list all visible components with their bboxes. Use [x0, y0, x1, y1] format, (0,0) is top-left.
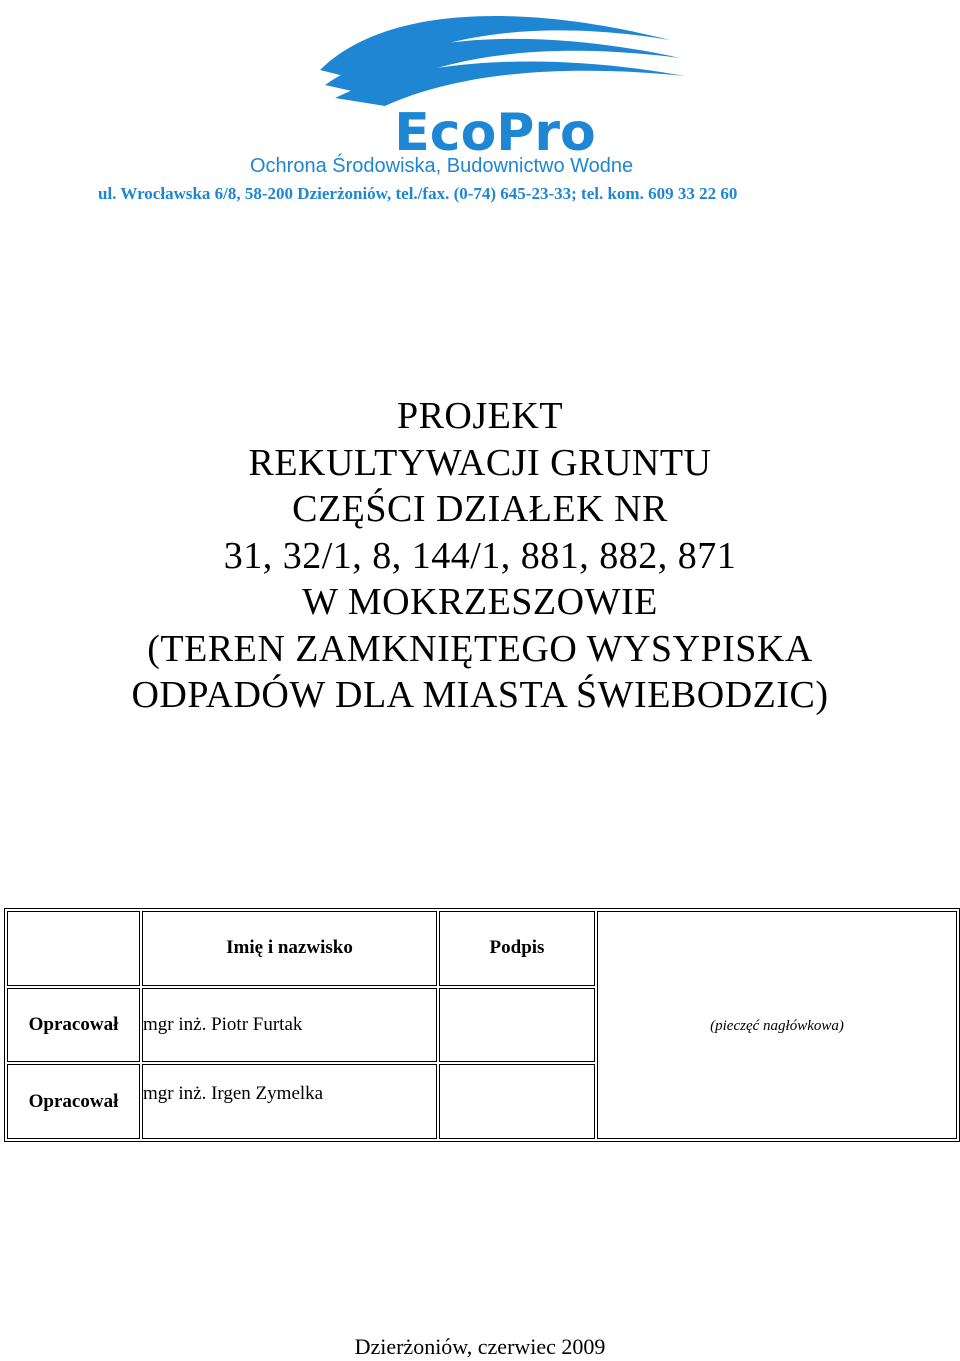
name-cell: mgr inż. Irgen Zymelka — [142, 1064, 437, 1139]
title-line: (TEREN ZAMKNIĘTEGO WYSYPISKA — [147, 627, 813, 670]
role-cell: Opracował — [7, 1064, 140, 1139]
title-line: PROJEKT — [396, 395, 564, 437]
title-line: REKULTYWACJI GRUNTU — [248, 441, 712, 484]
stamp-label: (pieczęć nagłówkowa) — [710, 1018, 844, 1034]
role-cell: Opracował — [7, 988, 140, 1063]
place-date: Dzierżoniów, czerwiec 2009 — [354, 1334, 606, 1359]
signature-cell — [439, 988, 595, 1063]
project-title — [0, 393, 960, 719]
header-name: Imię i nazwisko — [142, 911, 437, 986]
title-line: ODPADÓW DLA MIASTA ŚWIEBODZIC) — [131, 674, 829, 716]
signature-table — [4, 908, 960, 1142]
empty-header-cell — [7, 911, 140, 986]
signature-cell — [439, 1064, 595, 1139]
company-address: ul. Wrocławska 6/8, 58-200 Dzierżoniów, tel./fax. (0-74) 645-23-33; tel. kom. 609 33 22 60 — [98, 184, 738, 203]
ecopro-waves-logo — [300, 0, 700, 160]
title-line: 31, 32/1, 8, 144/1, 881, 882, 871 — [223, 534, 737, 577]
company-subtitle: Ochrona Środowiska, Budownictwo Wodne — [250, 155, 634, 177]
name-cell: mgr inż. Piotr Furtak — [142, 988, 437, 1063]
stamp-cell — [597, 911, 957, 1139]
title-line: CZĘŚCI DZIAŁEK NR — [292, 488, 668, 530]
title-line: W MOKRZESZOWIE — [302, 581, 658, 623]
logo-wordmark: EcoPro — [394, 103, 596, 160]
header-signature: Podpis — [439, 911, 595, 986]
